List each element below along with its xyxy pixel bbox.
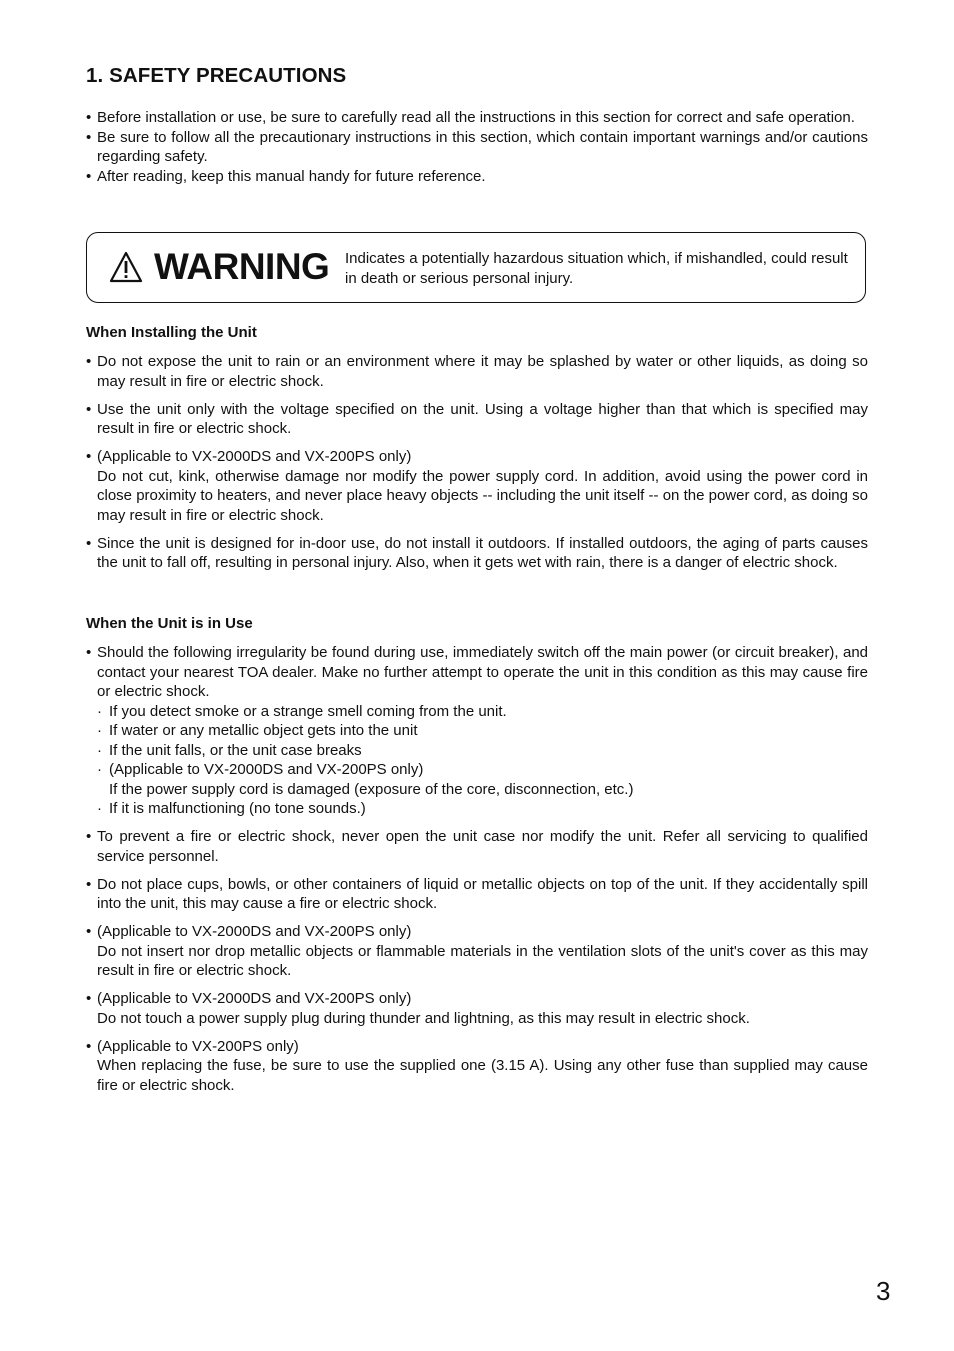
sub-bullet: ·: [97, 800, 102, 817]
list-item-body: [97, 400, 868, 439]
intro-list: [86, 108, 868, 186]
bullet: •: [86, 644, 92, 661]
sub-list-item-text: (Applicable to VX-2000DS and VX-200PS only): [109, 761, 424, 778]
installing-list: [86, 352, 868, 581]
warning-description: Indicates a potentially hazardous situation which, if mishandled, could result in death or serious personal injury.: [345, 250, 848, 287]
list-item-text: Do not insert nor drop metallic objects or flammable materials in the ventilation slots of the unit's cover as this may result in fire or electric shock.: [97, 942, 868, 979]
list-item: [86, 922, 868, 981]
intro-item: [86, 167, 868, 187]
list-item-body: [97, 447, 868, 525]
list-item-body: [97, 643, 868, 819]
list-item-text: Since the unit is designed for in-door use, do not install it outdoors. If installed outdoors, the aging of parts causes the unit to fall off, resulting in personal injury. Also, when it gets wet with rain, there is a danger of electric shock.: [97, 534, 868, 571]
list-item-body: [97, 875, 868, 914]
sub-list-item-text: If the power supply cord is damaged (exposure of the core, disconnection, etc.): [109, 780, 634, 798]
bullet: •: [86, 128, 92, 146]
list-item-text: To prevent a fire or electric shock, never open the unit case nor modify the unit. Refer all servicing to qualified service personnel.: [97, 828, 868, 865]
list-item: [86, 827, 868, 866]
intro-text: Before installation or use, be sure to carefully read all the instructions in this section for correct and safe operation.: [97, 109, 855, 126]
list-item-text: Do not touch a power supply plug during thunder and lightning, as this may result in electric shock.: [97, 1009, 750, 1027]
section-title: 1. SAFETY PRECAUTIONS: [86, 64, 347, 87]
installing-heading: When Installing the Unit: [86, 324, 257, 341]
bullet: •: [86, 923, 92, 940]
intro-item: [86, 108, 868, 128]
sub-bullet: ·: [97, 702, 102, 720]
list-item-text: Do not expose the unit to rain or an environment where it may be splashed by water or other liquids, as doing so may result in fire or electric shock.: [97, 353, 868, 390]
list-item-body: [97, 827, 868, 866]
list-item: [86, 989, 868, 1028]
sub-list-item-body: [109, 741, 868, 761]
sub-list-item: [97, 760, 868, 799]
list-item-body: [97, 1037, 868, 1096]
sub-list-item: [97, 799, 868, 819]
sub-list-item-body: [109, 721, 868, 741]
bullet: •: [86, 828, 92, 845]
in-use-list: [86, 643, 868, 1104]
bullet: •: [86, 990, 92, 1007]
sub-list-item-text: If you detect smoke or a strange smell coming from the unit.: [109, 702, 507, 720]
list-item-text: (Applicable to VX-2000DS and VX-200PS only): [97, 990, 412, 1007]
bullet: •: [86, 534, 92, 552]
page-number: 3: [876, 1276, 891, 1306]
sub-bullet: ·: [97, 741, 102, 759]
intro-item: [86, 128, 868, 167]
list-item: [86, 400, 868, 439]
list-item: [86, 875, 868, 914]
intro-text: Be sure to follow all the precautionary instructions in this section, which contain important warnings and/or cautions regarding safety.: [97, 128, 868, 165]
list-item-text: Do not cut, kink, otherwise damage nor modify the power supply cord. In addition, avoid using the power cord in close proximity to heaters, and never place heavy objects -- including the unit itself -- on the power cord, as doing so may result in fire or electric shock.: [97, 467, 868, 524]
list-item-body: [97, 922, 868, 981]
warning-label: WARNING: [154, 246, 330, 287]
warning-triangle-icon: [109, 251, 143, 283]
sub-list-item-text: If water or any metallic object gets into the unit: [109, 722, 418, 739]
warning-box: [86, 232, 866, 303]
sub-list-item-text: If it is malfunctioning (no tone sounds.): [109, 800, 366, 817]
sub-list-item: [97, 721, 868, 741]
sub-bullet: ·: [97, 761, 102, 778]
bullet: •: [86, 875, 92, 893]
list-item: [86, 352, 868, 391]
sub-list-item-body: [109, 799, 868, 819]
in-use-heading: When the Unit is in Use: [86, 615, 253, 632]
list-item-text: Use the unit only with the voltage specified on the unit. Using a voltage higher than that which is specified may result in fire or electric shock.: [97, 400, 868, 437]
list-item-body: [97, 352, 868, 391]
intro-text: After reading, keep this manual handy for future reference.: [97, 167, 486, 185]
list-item: [86, 1037, 868, 1096]
list-item-body: [97, 989, 868, 1028]
bullet: •: [86, 1037, 92, 1055]
list-item-text: When replacing the fuse, be sure to use the supplied one (3.15 A). Using any other fuse than supplied may cause fire or electric shock.: [97, 1057, 868, 1094]
bullet: •: [86, 448, 92, 465]
bullet: •: [86, 400, 92, 418]
list-item-text: (Applicable to VX-2000DS and VX-200PS only): [97, 448, 412, 465]
bullet: •: [86, 167, 92, 185]
list-item: [86, 534, 868, 573]
list-item-text: Do not place cups, bowls, or other containers of liquid or metallic objects on top of the unit. If they accidentally spill into the unit, this may cause a fire or electric shock.: [97, 875, 868, 912]
list-item: [86, 447, 868, 525]
list-item-text: (Applicable to VX-200PS only): [97, 1037, 299, 1055]
list-item-text: Should the following irregularity be found during use, immediately switch off the main power (or circuit breaker), and contact your nearest TOA dealer. Make no further attempt to operate the unit in this condition as this may cause fire or electric shock.: [97, 644, 868, 700]
bullet: •: [86, 353, 92, 370]
sub-list-item-text: If the unit falls, or the unit case breaks: [109, 741, 362, 759]
list-item: [86, 643, 868, 819]
sub-list-item-body: [109, 702, 868, 722]
bullet: •: [86, 109, 92, 126]
sub-list-item-body: [109, 760, 868, 799]
list-item-text: (Applicable to VX-2000DS and VX-200PS only): [97, 923, 412, 940]
sub-bullet: ·: [97, 722, 102, 739]
sub-list-item: [97, 702, 868, 722]
sub-list-item: [97, 741, 868, 761]
list-item-body: [97, 534, 868, 573]
